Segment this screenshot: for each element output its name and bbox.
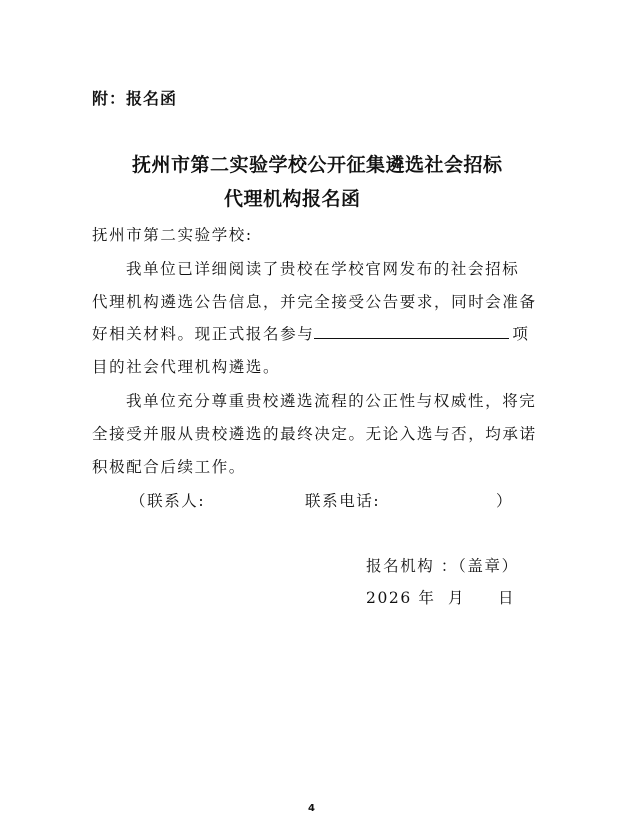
contact-phone-label: 联系电话: bbox=[305, 492, 381, 510]
paragraph-1-line-2: 代理机构遴选公告信息，并完全接受公告要求，同时会准备 bbox=[92, 293, 537, 311]
page-number: 4 bbox=[308, 803, 315, 814]
paragraph-1-line-3 bbox=[92, 322, 529, 344]
paragraph-1-line-4: 目的社会代理机构遴选。 bbox=[92, 358, 281, 376]
date-month: 月 bbox=[448, 589, 466, 607]
paragraph-1-line-3-suffix: 项 bbox=[512, 325, 530, 343]
project-name-blank[interactable] bbox=[314, 324, 509, 339]
document-title-line-1: 抚州市第二实验学校公开征集遴选社会招标 bbox=[132, 154, 503, 176]
paragraph-1-line-1: 我单位已详细阅读了贵校在学校官网发布的社会招标 bbox=[126, 260, 520, 278]
date-day: 日 bbox=[498, 589, 516, 607]
document-title-line-2: 代理机构报名函 bbox=[224, 188, 361, 210]
agency-seal-label: 报名机构 ：（盖章） bbox=[366, 557, 519, 575]
paragraph-2-line-3: 积极配合后续工作。 bbox=[92, 458, 246, 476]
contact-close-paren: ） bbox=[496, 492, 514, 510]
date-year: 2026 年 bbox=[366, 589, 436, 607]
paragraph-2-line-1: 我单位充分尊重贵校遴选流程的公正性与权威性，将完 bbox=[126, 392, 537, 410]
paragraph-2-line-2: 全接受并服从贵校遴选的最终决定。无论入选与否，均承诺 bbox=[92, 425, 537, 443]
annex-label: 附：报名函 bbox=[92, 89, 178, 108]
paragraph-1-line-3-text: 好相关材料。现正式报名参与 bbox=[92, 325, 315, 343]
contact-person-label: （联系人: bbox=[130, 492, 206, 510]
addressee: 抚州市第二实验学校: bbox=[92, 226, 253, 244]
